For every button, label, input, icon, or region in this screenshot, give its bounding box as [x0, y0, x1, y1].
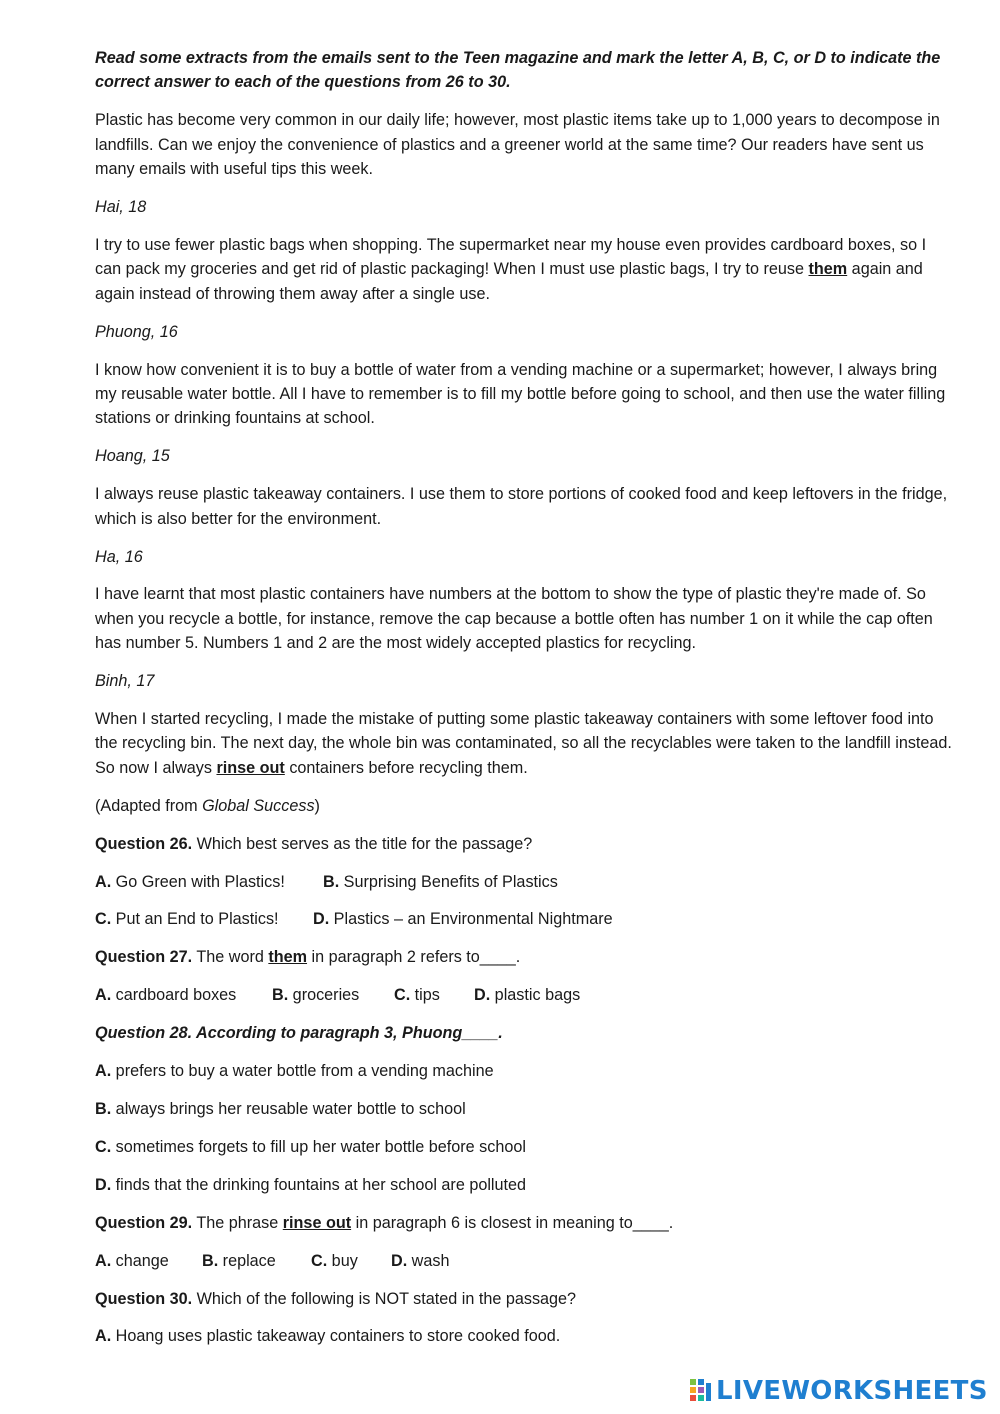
- question-26: [95, 832, 955, 856]
- option-29-a[interactable]: [95, 1249, 202, 1273]
- source-suffix: ): [314, 796, 320, 815]
- option-text: always brings her reusable water bottle to school: [111, 1100, 466, 1118]
- question-26-options-row-1: [95, 870, 955, 894]
- question-26-options-row-2: [95, 907, 955, 931]
- email-text-hoang: I always reuse plastic takeaway containers. I use them to store portions of cooked food and keep leftovers in the fridge, which is also better for the environment.: [95, 485, 948, 528]
- option-letter: B.: [272, 986, 289, 1005]
- option-letter: C.: [311, 1251, 328, 1270]
- question-30-label: Question 30.: [95, 1289, 193, 1308]
- email-author-hai: Hai, 18: [95, 198, 147, 217]
- option-text: plastic bags: [490, 986, 581, 1005]
- option-text: prefers to buy a water bottle from a vending machine: [111, 1062, 494, 1081]
- liveworksheets-logo-text: LIVEWORKSHEETS: [716, 1376, 988, 1406]
- option-text: wash: [407, 1251, 450, 1270]
- option-letter: A.: [95, 1327, 112, 1346]
- option-letter: C.: [394, 986, 411, 1005]
- question-29-text-part1: The phrase: [192, 1213, 283, 1232]
- option-26-a[interactable]: [95, 870, 323, 894]
- option-letter: B.: [323, 872, 340, 891]
- email-author-ha: Ha, 16: [95, 547, 143, 566]
- instruction: Read some extracts from the emails sent to the Teen magazine and mark the letter A, B, C, or D to indicate the correct answer to each of the questions from 26 to 30.: [95, 49, 941, 92]
- email-author-hoang: Hoang, 15: [95, 447, 170, 466]
- question-28: Question 28. According to paragraph 3, Phuong____.: [95, 1024, 503, 1043]
- question-29-keyword: rinse out: [282, 1213, 352, 1232]
- option-28-c[interactable]: [95, 1135, 955, 1159]
- question-26-text: Which best serves as the title for the passage?: [192, 834, 533, 853]
- option-text: sometimes forgets to fill up her water bottle before school: [111, 1137, 526, 1156]
- option-29-c[interactable]: [311, 1249, 391, 1273]
- option-26-b[interactable]: [323, 870, 558, 894]
- source-prefix: (Adapted from: [95, 796, 203, 815]
- email-text-ha: I have learnt that most plastic containers have numbers at the bottom to show the type of plastic they're made of. So when you recycle a bottle, for instance, remove the cap because a bottle often has number 1 on it while the cap often has number 5. Numbers 1 and 2 are the most widely accepted plastics for recycling.: [95, 585, 933, 653]
- keyword-rinse-out: rinse out: [216, 758, 285, 777]
- option-letter: A.: [95, 872, 112, 891]
- option-letter: D.: [95, 1175, 112, 1194]
- option-30-a[interactable]: [95, 1324, 955, 1348]
- option-27-d[interactable]: [474, 983, 580, 1007]
- option-text: change: [111, 1251, 169, 1270]
- question-26-label: Question 26.: [95, 834, 193, 853]
- question-27-text-part1: The word: [192, 948, 269, 967]
- option-letter: D.: [391, 1251, 408, 1270]
- keyword-them: them: [808, 260, 848, 279]
- email-text-phuong: I know how convenient it is to buy a bottle of water from a vending machine or a supermarket; however, I always bring my reusable water bottle. All I have to remember is to fill my bottle before going to school, and then use the water filling stations or drinking fountains at school.: [95, 360, 946, 428]
- option-29-d[interactable]: [391, 1249, 449, 1273]
- question-27-text-part2: in paragraph 2 refers to____.: [307, 948, 521, 967]
- option-text: replace: [218, 1251, 276, 1270]
- option-text: Put an End to Plastics!: [111, 910, 279, 929]
- option-text: Surprising Benefits of Plastics: [339, 872, 558, 891]
- option-letter: B.: [95, 1100, 112, 1118]
- option-letter: C.: [95, 1137, 112, 1156]
- option-28-a[interactable]: [95, 1059, 955, 1083]
- liveworksheets-logo[interactable]: [690, 1375, 988, 1407]
- option-28-b[interactable]: [95, 1097, 955, 1121]
- option-letter: D.: [313, 910, 330, 929]
- question-27-keyword: them: [268, 948, 308, 967]
- question-27: [95, 945, 955, 969]
- source-title: Global Success: [202, 796, 315, 815]
- option-29-b[interactable]: [202, 1249, 311, 1273]
- source-citation: [95, 794, 955, 818]
- option-text: Plastics – an Environmental Nightmare: [329, 910, 613, 929]
- option-text: finds that the drinking fountains at her school are polluted: [111, 1175, 527, 1194]
- option-letter: C.: [95, 910, 112, 929]
- question-30-text: Which of the following is NOT stated in the passage?: [192, 1289, 577, 1308]
- option-text: cardboard boxes: [111, 986, 237, 1005]
- email-text-hai-part1: I try to use fewer plastic bags when shopping. The supermarket near my house even provides cardboard boxes, so I can pack my groceries and get rid of plastic packaging! When I must use plastic bags, I try to reuse: [95, 235, 927, 279]
- email-author-binh: Binh, 17: [95, 672, 155, 691]
- question-29: [95, 1211, 955, 1235]
- question-30: [95, 1287, 955, 1311]
- option-27-a[interactable]: [95, 983, 272, 1007]
- option-27-b[interactable]: [272, 983, 394, 1007]
- email-text-binh: [95, 707, 955, 780]
- intro-paragraph: Plastic has become very common in our daily life; however, most plastic items take up to 1,000 years to decompose in landfills. Can we enjoy the convenience of plastics and a greener world at the same time? Our readers have sent us many emails with useful tips this week.: [95, 111, 940, 179]
- email-author-phuong: Phuong, 16: [95, 322, 178, 341]
- option-28-d[interactable]: [95, 1173, 955, 1197]
- email-text-binh-part1: When I started recycling, I made the mistake of putting some plastic takeaway containers with some leftover food into the recycling bin. The next day, the whole bin was contaminated, so all the recyclables were taken to the landfill instead. So now I always: [95, 710, 952, 777]
- email-text-binh-part2: containers before recycling them.: [284, 758, 528, 777]
- option-26-d[interactable]: [313, 907, 613, 931]
- option-text: Hoang uses plastic takeaway containers to store cooked food.: [111, 1327, 561, 1346]
- option-letter: A.: [95, 1251, 112, 1270]
- email-text-hai-part2: again and again instead of throwing them away after a single use.: [95, 260, 923, 303]
- option-text: groceries: [288, 986, 360, 1005]
- question-29-options: [95, 1249, 955, 1273]
- option-letter: B.: [202, 1251, 219, 1270]
- worksheet-page: [95, 46, 955, 1349]
- option-text: Go Green with Plastics!: [111, 872, 285, 891]
- question-29-text-part2: in paragraph 6 is closest in meaning to____.: [351, 1213, 674, 1232]
- option-26-c[interactable]: [95, 907, 313, 931]
- option-text: buy: [327, 1251, 358, 1270]
- liveworksheets-logo-icon: [690, 1377, 712, 1405]
- option-letter: A.: [95, 986, 112, 1005]
- question-29-label: Question 29.: [95, 1213, 193, 1232]
- option-27-c[interactable]: [394, 983, 474, 1007]
- option-letter: D.: [474, 986, 491, 1005]
- question-27-options: [95, 983, 955, 1007]
- email-text-hai: [95, 233, 955, 306]
- option-text: tips: [410, 986, 440, 1005]
- option-letter: A.: [95, 1062, 112, 1081]
- question-27-label: Question 27.: [95, 948, 193, 967]
